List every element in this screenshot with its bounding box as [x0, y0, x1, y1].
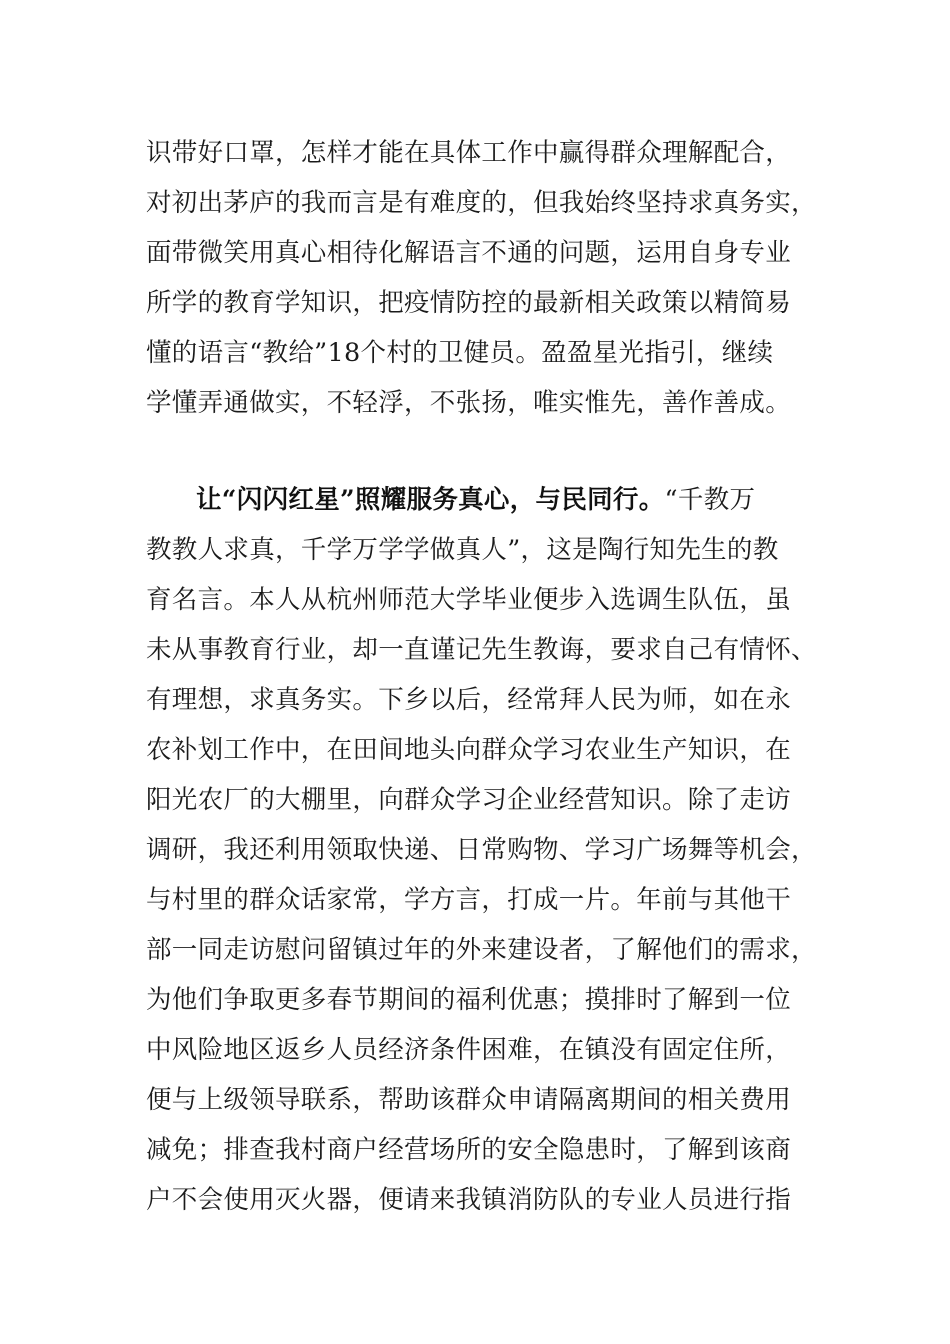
text-span: “千教万 — [664, 485, 756, 515]
paragraph-heading: 让“闪闪红星”照耀服务真心，与民同行。 — [196, 485, 665, 515]
text-line: 教教人求真，千学万学学做真人”，这是陶行知先生的教 — [146, 535, 779, 565]
text-line: 识带好口罩，怎样才能在具体工作中赢得群众理解配合， — [146, 138, 792, 168]
text-line: 育名言。本人从杭州师范大学毕业便步入选调生队伍，虽 — [146, 585, 792, 615]
text-line: 为他们争取更多春节期间的福利优惠；摸排时了解到一位 — [146, 985, 792, 1015]
text-line: 学懂弄通做实，不轻浮，不张扬，唯实惟先，善作善成。 — [146, 388, 792, 418]
paragraph-first-line — [196, 480, 755, 520]
text-line: 户不会使用灭火器，便请来我镇消防队的专业人员进行指 — [146, 1185, 792, 1215]
text-line: 面带微笑用真心相待化解语言不通的问题，运用自身专业 — [146, 238, 792, 268]
text-line: 所学的教育学知识，把疫情防控的最新相关政策以精简易 — [146, 288, 792, 318]
text-line: 阳光农厂的大棚里，向群众学习企业经营知识。除了走访 — [146, 785, 792, 815]
text-line: 中风险地区返乡人员经济条件困难，在镇没有固定住所， — [146, 1035, 792, 1065]
text-line: 有理想，求真务实。下乡以后，经常拜人民为师，如在永 — [146, 685, 792, 715]
text-line: 对初出茅庐的我而言是有难度的，但我始终坚持求真务实， — [146, 188, 817, 218]
text-line: 懂的语言“教给”18个村的卫健员。盈盈星光指引，继续 — [146, 338, 774, 368]
text-line: 调研，我还利用领取快递、日常购物、学习广场舞等机会， — [146, 835, 817, 865]
text-line: 部一同走访慰问留镇过年的外来建设者，了解他们的需求， — [146, 935, 817, 965]
text-line: 减免；排查我村商户经营场所的安全隐患时，了解到该商 — [146, 1135, 792, 1165]
text-line: 未从事教育行业，却一直谨记先生教诲，要求自己有情怀、 — [146, 635, 817, 665]
text-line: 农补划工作中，在田间地头向群众学习农业生产知识，在 — [146, 735, 792, 765]
text-line: 便与上级领导联系，帮助该群众申请隔离期间的相关费用 — [146, 1085, 792, 1115]
text-line: 与村里的群众话家常，学方言，打成一片。年前与其他干 — [146, 885, 792, 915]
